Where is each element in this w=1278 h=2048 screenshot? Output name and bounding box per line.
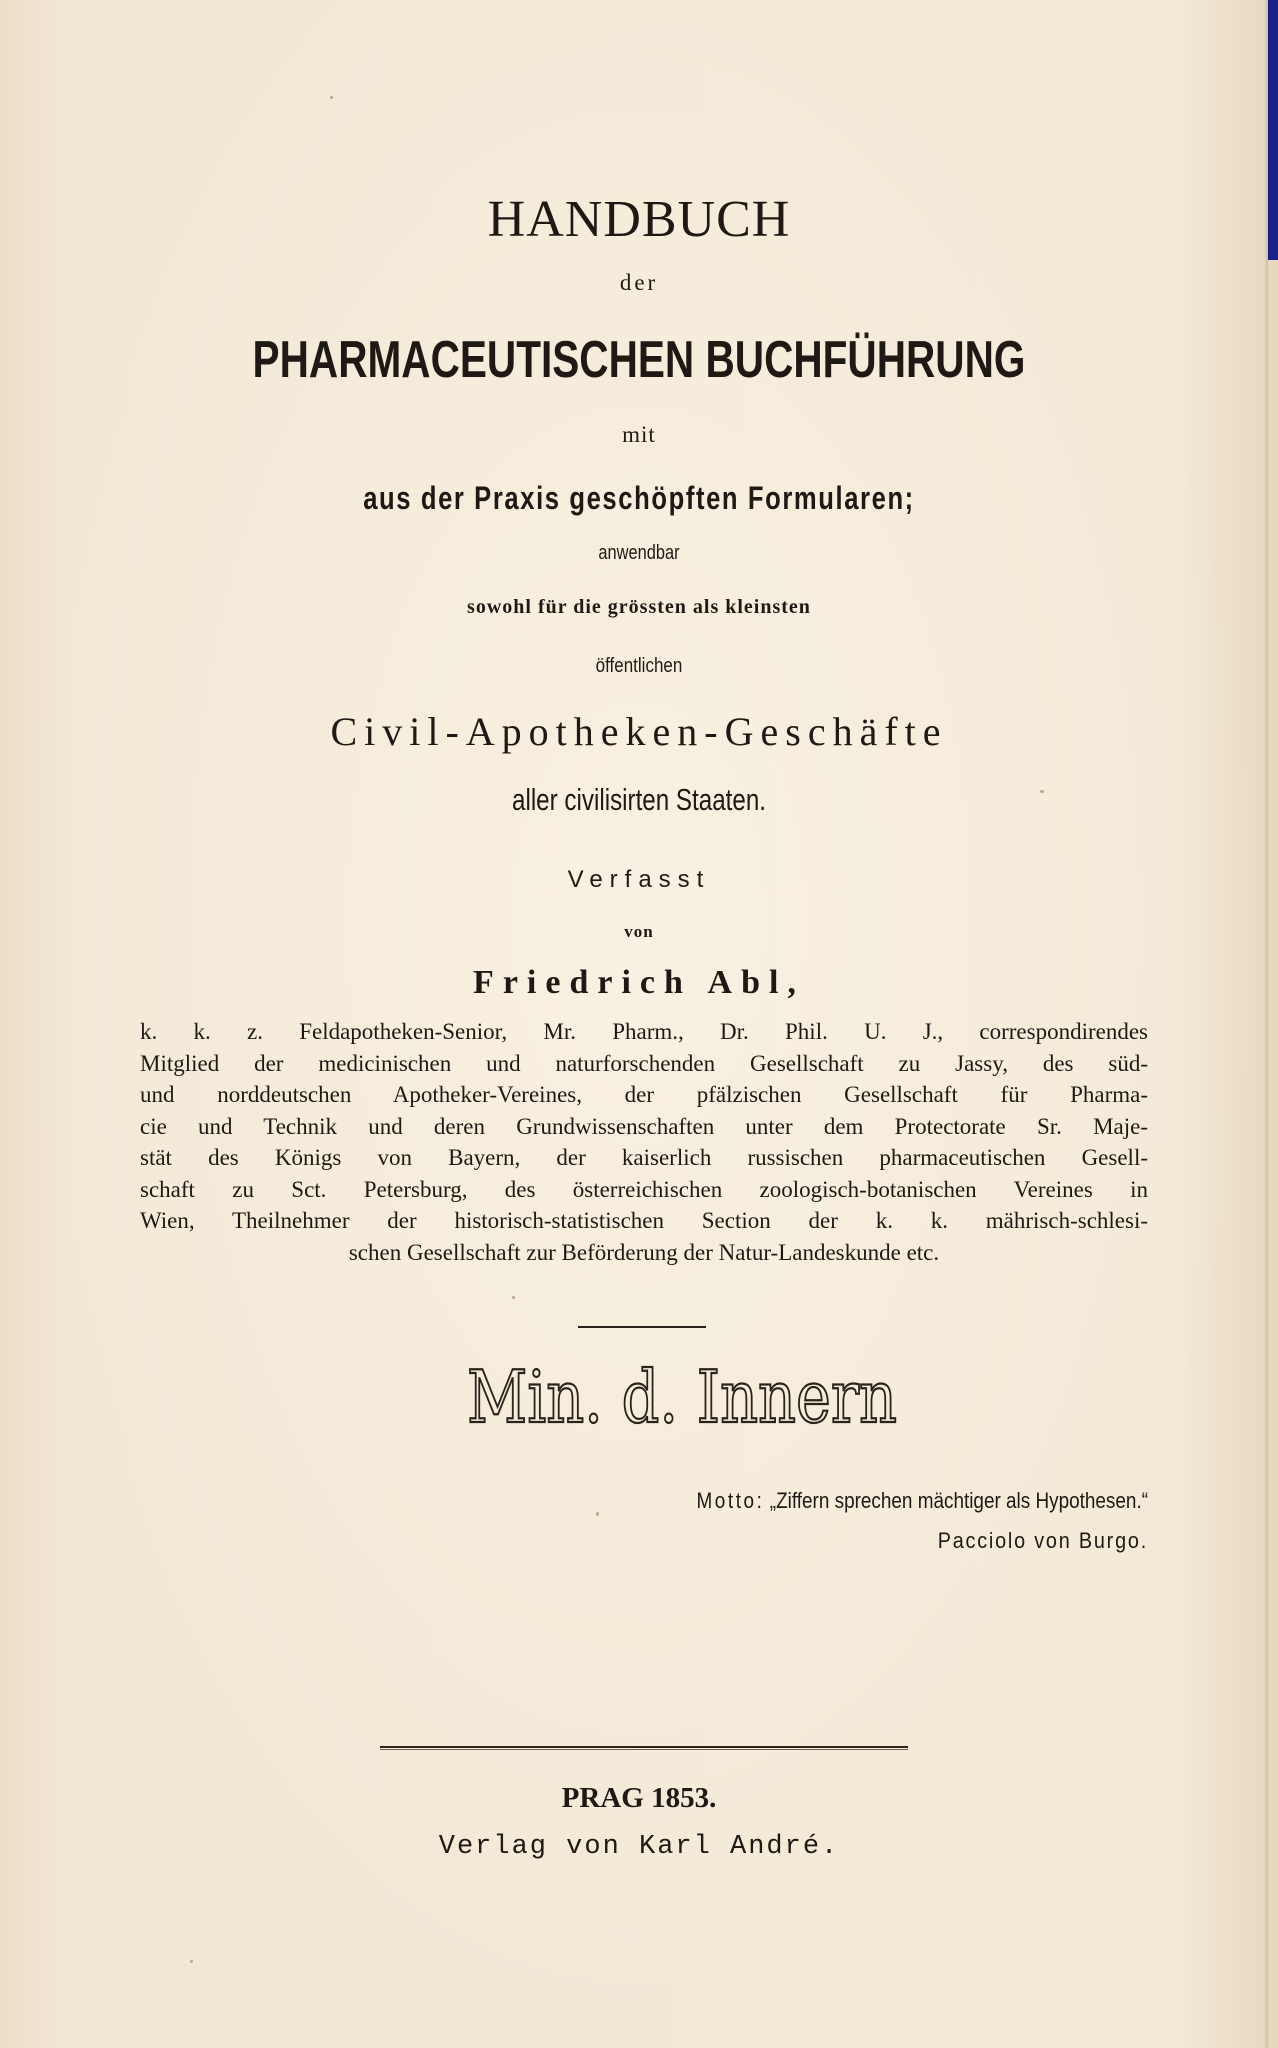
library-stamp bbox=[462, 1338, 902, 1448]
subtitle-anwendbar: anwendbar bbox=[598, 542, 680, 564]
divider-short bbox=[578, 1326, 706, 1328]
title-mit: mit bbox=[622, 422, 656, 447]
credentials-line: schaft zu Sct. Petersburg, des österreichischen zoologisch-botanischen Vereines in bbox=[140, 1176, 1148, 1202]
motto-quote: „Ziffern sprechen mächtiger als Hypothesen.“ bbox=[769, 1488, 1148, 1513]
byline-verfasst: Verfasst bbox=[567, 866, 711, 893]
divider-long-thin bbox=[380, 1749, 908, 1750]
credentials-line: stät des Königs von Bayern, der kaiserlich russischen pharmaceutischen Gesell- bbox=[140, 1145, 1148, 1170]
subtitle-formularen: aus der Praxis geschöpften Formularen; bbox=[363, 480, 915, 516]
title-handbuch: HANDBUCH bbox=[487, 191, 791, 248]
imprint-publisher: Verlag von Karl André. bbox=[438, 1832, 840, 1862]
stamp-text: Min. d. Innern bbox=[467, 1355, 897, 1439]
byline-von: von bbox=[624, 922, 654, 941]
paper-speck bbox=[190, 1960, 193, 1963]
motto-label: Motto: bbox=[696, 1488, 765, 1513]
author-name: Friedrich Abl, bbox=[473, 964, 805, 1001]
imprint-place-year: PRAG 1853. bbox=[561, 1782, 717, 1814]
subtitle-sowohl: sowohl für die grössten als kleinsten bbox=[467, 596, 811, 618]
credentials-line: schen Gesellschaft zur Beförderung der Natur-Landeskunde etc. bbox=[348, 1239, 940, 1265]
credentials-line: Wien, Theilnehmer der historisch-statistischen Section der k. k. mährisch-schlesi- bbox=[140, 1208, 1148, 1233]
paper-speck bbox=[512, 1296, 515, 1299]
credentials-line: k. k. z. Feldapotheken-Senior, Mr. Pharm., Dr. Phil. U. J., correspondirendes bbox=[140, 1019, 1148, 1044]
motto-attribution: Pacciolo von Burgo. bbox=[937, 1528, 1148, 1553]
credentials-line: cie und Technik und deren Grundwissenschaften unter dem Protectorate Sr. Maje- bbox=[140, 1113, 1148, 1139]
paper-speck bbox=[596, 1512, 599, 1516]
divider-long bbox=[380, 1746, 908, 1748]
author-credentials bbox=[140, 1016, 1148, 1268]
subtitle-civil-apotheken: Civil-Apotheken-Geschäfte bbox=[330, 709, 948, 754]
credentials-line: und norddeutschen Apotheker-Vereines, der pfälzischen Gesellschaft für Pharma- bbox=[140, 1082, 1148, 1107]
page-edge-shadow bbox=[1264, 0, 1268, 2048]
credentials-line: Mitglied der medicinischen und naturforschenden Gesellschaft zu Jassy, des süd- bbox=[140, 1050, 1148, 1076]
title-der: der bbox=[619, 270, 659, 295]
paper-speck bbox=[330, 96, 333, 99]
subtitle-oeffentlichen: öffentlichen bbox=[595, 655, 683, 677]
subtitle-staaten: aller civilisirten Staaten. bbox=[511, 782, 766, 817]
title-main: PHARMACEUTISCHEN BUCHFÜHRUNG bbox=[252, 331, 1026, 389]
motto bbox=[677, 1488, 1148, 1514]
